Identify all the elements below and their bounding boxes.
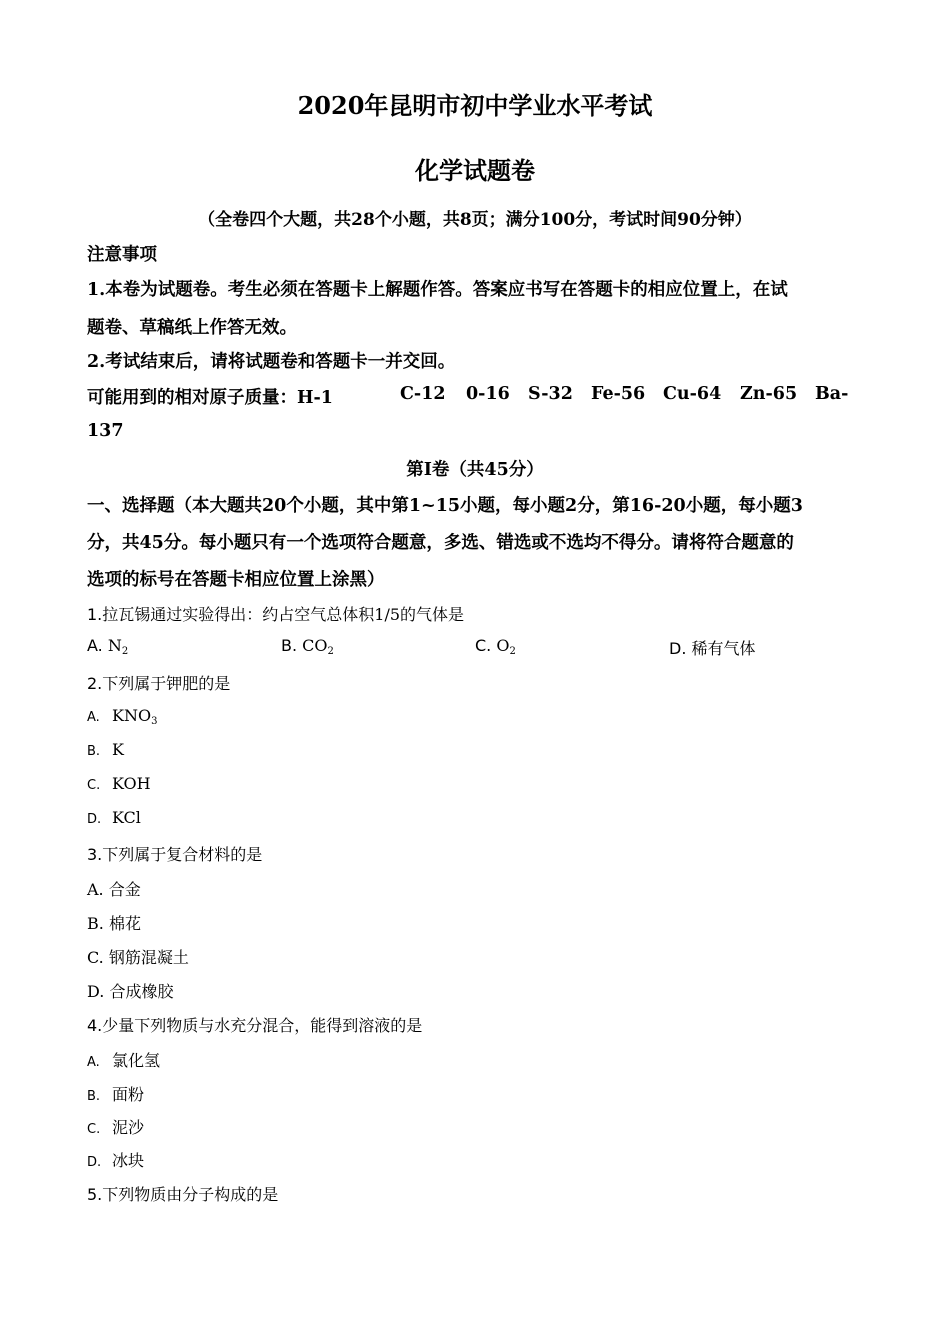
question-3-option-b [87, 911, 141, 934]
question-text: 下列物质由分子构成的是 [102, 1185, 279, 1204]
question-text: 少量下列物质与水充分混合，能得到溶液的是 [102, 1016, 423, 1035]
notes-item-1-line-1: 1.本卷为试题卷。考生必须在答题卡上解题作答。答案应书写在答题卡的相应位置上，在试 [87, 280, 788, 300]
option-letter: A. [87, 880, 104, 899]
option-letter: D. [87, 982, 105, 1001]
option-text: 氯化氢 [112, 1051, 161, 1070]
option-text: 合金 [108, 880, 141, 899]
option-letter: A. [87, 1055, 100, 1070]
option-subscript: 3 [151, 716, 158, 727]
option-letter: C. [87, 1122, 101, 1137]
question-3-option-a [87, 877, 141, 900]
option-text: CO [302, 636, 328, 655]
question-2-option-c [87, 774, 151, 793]
atomic-mass-o: 0-16 [466, 384, 510, 404]
section-instructions-line-3: 选项的标号在答题卡相应位置上涂黑） [87, 570, 385, 590]
option-text: KNO [112, 706, 152, 725]
question-text: 下列属于钾肥的是 [102, 674, 231, 693]
atomic-mass-ba-value: 137 [87, 421, 124, 441]
question-5 [87, 1182, 278, 1205]
question-1 [87, 602, 464, 625]
option-subscript: 2 [509, 646, 516, 657]
question-2 [87, 671, 230, 694]
question-4-option-a [87, 1048, 160, 1071]
atomic-mass-ba: Ba- [815, 384, 849, 404]
option-letter: A. [87, 636, 103, 655]
option-text: K [112, 740, 124, 759]
atomic-mass-label: 可能用到的相对原子质量：H-1 [87, 388, 333, 408]
option-letter: C. [475, 636, 492, 655]
notes-item-2: 2.考试结束后，请将试题卷和答题卡一并交回。 [87, 352, 456, 372]
question-4 [87, 1013, 422, 1036]
question-number: 4. [87, 1016, 103, 1035]
option-letter: A. [87, 710, 100, 725]
option-letter: D. [669, 639, 687, 658]
question-number: 3. [87, 845, 103, 864]
option-text: 钢筋混凝土 [108, 948, 189, 967]
option-letter: C. [87, 948, 104, 967]
question-1-option-b [281, 636, 334, 657]
exam-title: 2020年昆明市初中学业水平考试 [297, 91, 653, 120]
section-instructions-line-1: 一、选择题（本大题共20个小题，其中第1~15小题，每小题2分，第16-20小题，每小题3 [87, 496, 803, 516]
section-instructions-line-2: 分，共45分。每小题只有一个选项符合题意，多选、错选或不选均不得分。请将符合题意的 [87, 533, 794, 553]
atomic-mass-zn: Zn-65 [740, 384, 798, 404]
question-2-option-b [87, 740, 124, 759]
option-letter: B. [87, 1089, 101, 1104]
option-text: 稀有气体 [691, 639, 756, 658]
option-text: 面粉 [112, 1085, 145, 1104]
question-2-option-d [87, 808, 141, 827]
option-text: KCl [112, 808, 141, 827]
question-4-option-c [87, 1115, 144, 1138]
question-text: 下列属于复合材料的是 [102, 845, 263, 864]
exam-info: （全卷四个大题，共28个小题，共8页；满分100分，考试时间90分钟） [198, 210, 752, 230]
question-2-option-a [87, 706, 157, 727]
option-letter: B. [87, 744, 101, 759]
question-3-option-d [87, 979, 173, 1002]
question-number: 1. [87, 605, 103, 624]
option-text: N [107, 636, 122, 655]
atomic-mass-line [87, 384, 333, 409]
notes-heading: 注意事项 [87, 245, 157, 265]
option-letter: B. [87, 914, 104, 933]
option-text: O [496, 636, 510, 655]
question-4-option-d [87, 1148, 144, 1171]
option-text: KOH [112, 774, 151, 793]
question-1-option-c [475, 636, 516, 657]
question-3-option-c [87, 945, 189, 968]
atomic-mass-c: C-12 [400, 384, 446, 404]
notes-item-1-line-2: 题卷、草稿纸上作答无效。 [87, 318, 297, 338]
exam-subtitle: 化学试题卷 [415, 156, 535, 185]
atomic-mass-cu: Cu-64 [663, 384, 722, 404]
option-subscript: 2 [121, 646, 129, 657]
atomic-mass-fe: Fe-56 [591, 384, 646, 404]
option-subscript: 2 [327, 646, 334, 657]
question-number: 2. [87, 674, 103, 693]
question-1-option-d [669, 636, 756, 659]
atomic-mass-s: S-32 [528, 384, 573, 404]
option-letter: D. [87, 812, 102, 827]
option-letter: B. [281, 636, 298, 655]
option-letter: C. [87, 778, 101, 793]
option-letter: D. [87, 1155, 102, 1170]
question-number: 5. [87, 1185, 103, 1204]
option-text: 棉花 [108, 914, 141, 933]
question-1-option-a [87, 636, 128, 657]
question-4-option-b [87, 1082, 144, 1105]
option-text: 合成橡胶 [109, 982, 174, 1001]
section-title: 第Ⅰ卷（共45分） [406, 460, 544, 480]
question-3 [87, 842, 262, 865]
question-text: 拉瓦锡通过实验得出：约占空气总体积1/5的气体是 [102, 605, 465, 624]
option-text: 冰块 [112, 1151, 145, 1170]
option-text: 泥沙 [112, 1118, 145, 1137]
